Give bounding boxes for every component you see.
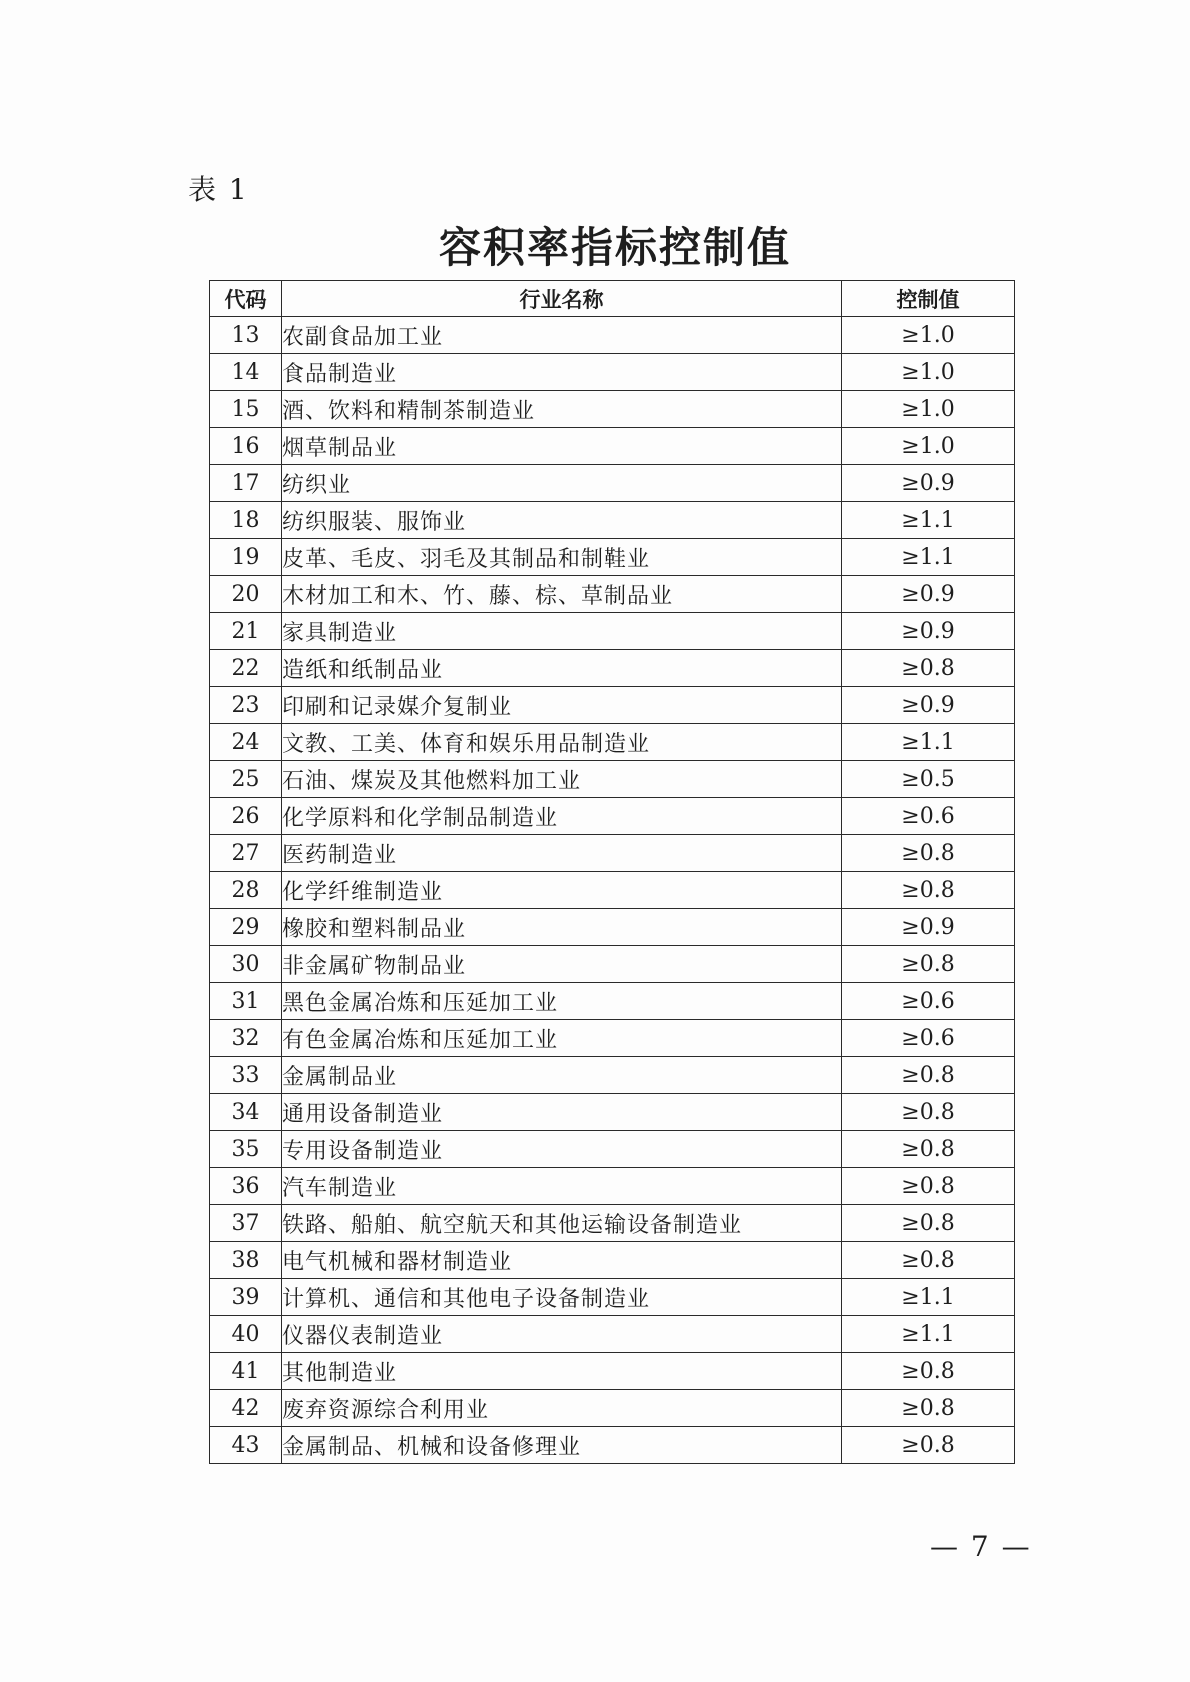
control-value-cell: ≥0.6: [842, 983, 1015, 1020]
industry-name-cell: 黑色金属冶炼和压延加工业: [282, 983, 842, 1020]
table-row: [210, 1057, 1015, 1094]
industry-code-cell: 27: [210, 835, 282, 872]
industry-code-cell: 22: [210, 650, 282, 687]
control-value-table: [209, 280, 1015, 1464]
table-row: [210, 428, 1015, 465]
table-header-row: [210, 281, 1015, 317]
table-row: [210, 946, 1015, 983]
industry-code-cell: 18: [210, 502, 282, 539]
table-row: [210, 1242, 1015, 1279]
control-value-cell: ≥0.8: [842, 1094, 1015, 1131]
industry-code-cell: 26: [210, 798, 282, 835]
table-row: [210, 1020, 1015, 1057]
control-value-cell: ≥1.0: [842, 428, 1015, 465]
table-row: [210, 835, 1015, 872]
control-value-cell: ≥0.5: [842, 761, 1015, 798]
control-value-cell: ≥1.0: [842, 391, 1015, 428]
industry-name-cell: 印刷和记录媒介复制业: [282, 687, 842, 724]
industry-code-cell: 40: [210, 1316, 282, 1353]
table-row: [210, 1316, 1015, 1353]
page-number: — 7 —: [930, 1530, 1032, 1563]
industry-code-cell: 25: [210, 761, 282, 798]
control-value-cell: ≥0.8: [842, 946, 1015, 983]
industry-code-cell: 43: [210, 1427, 282, 1464]
header-control-value: 控制值: [842, 281, 1015, 317]
table-row: [210, 724, 1015, 761]
industry-name-cell: 造纸和纸制品业: [282, 650, 842, 687]
industry-code-cell: 33: [210, 1057, 282, 1094]
industry-name-cell: 纺织服装、服饰业: [282, 502, 842, 539]
industry-name-cell: 非金属矿物制品业: [282, 946, 842, 983]
table-label: 表 1: [188, 173, 249, 206]
industry-name-cell: 医药制造业: [282, 835, 842, 872]
table-row: [210, 465, 1015, 502]
industry-name-cell: 石油、煤炭及其他燃料加工业: [282, 761, 842, 798]
control-value-cell: ≥0.9: [842, 465, 1015, 502]
industry-name-cell: 铁路、船舶、航空航天和其他运输设备制造业: [282, 1205, 842, 1242]
industry-code-cell: 16: [210, 428, 282, 465]
control-value-cell: ≥0.6: [842, 1020, 1015, 1057]
industry-code-cell: 34: [210, 1094, 282, 1131]
industry-name-cell: 仪器仪表制造业: [282, 1316, 842, 1353]
control-value-cell: ≥1.1: [842, 1279, 1015, 1316]
industry-code-cell: 39: [210, 1279, 282, 1316]
table-row: [210, 502, 1015, 539]
industry-code-cell: 20: [210, 576, 282, 613]
industry-name-cell: 电气机械和器材制造业: [282, 1242, 842, 1279]
industry-code-cell: 41: [210, 1353, 282, 1390]
table-row: [210, 798, 1015, 835]
table-row: [210, 613, 1015, 650]
control-value-cell: ≥0.8: [842, 1353, 1015, 1390]
industry-name-cell: 化学纤维制造业: [282, 872, 842, 909]
industry-name-cell: 化学原料和化学制品制造业: [282, 798, 842, 835]
control-value-cell: ≥0.8: [842, 1131, 1015, 1168]
table-row: [210, 1390, 1015, 1427]
control-value-cell: ≥0.9: [842, 613, 1015, 650]
control-value-cell: ≥0.6: [842, 798, 1015, 835]
control-value-cell: ≥1.1: [842, 539, 1015, 576]
industry-name-cell: 计算机、通信和其他电子设备制造业: [282, 1279, 842, 1316]
industry-name-cell: 木材加工和木、竹、藤、棕、草制品业: [282, 576, 842, 613]
control-value-cell: ≥1.1: [842, 724, 1015, 761]
control-value-cell: ≥1.0: [842, 317, 1015, 354]
industry-code-cell: 19: [210, 539, 282, 576]
industry-code-cell: 37: [210, 1205, 282, 1242]
industry-name-cell: 食品制造业: [282, 354, 842, 391]
table-body: [210, 317, 1015, 1464]
control-value-cell: ≥1.1: [842, 502, 1015, 539]
industry-code-cell: 42: [210, 1390, 282, 1427]
table-row: [210, 576, 1015, 613]
industry-code-cell: 32: [210, 1020, 282, 1057]
table-row: [210, 761, 1015, 798]
industry-name-cell: 其他制造业: [282, 1353, 842, 1390]
industry-name-cell: 皮革、毛皮、羽毛及其制品和制鞋业: [282, 539, 842, 576]
control-value-cell: ≥1.0: [842, 354, 1015, 391]
table-row: [210, 539, 1015, 576]
industry-code-cell: 17: [210, 465, 282, 502]
industry-code-cell: 14: [210, 354, 282, 391]
header-industry-name: 行业名称: [282, 281, 842, 317]
table-row: [210, 391, 1015, 428]
industry-name-cell: 农副食品加工业: [282, 317, 842, 354]
control-value-cell: ≥0.8: [842, 835, 1015, 872]
industry-name-cell: 专用设备制造业: [282, 1131, 842, 1168]
table-row: [210, 317, 1015, 354]
industry-code-cell: 38: [210, 1242, 282, 1279]
table-row: [210, 354, 1015, 391]
industry-name-cell: 金属制品、机械和设备修理业: [282, 1427, 842, 1464]
industry-name-cell: 废弃资源综合利用业: [282, 1390, 842, 1427]
table-row: [210, 1427, 1015, 1464]
header-code: 代码: [210, 281, 282, 317]
table-row: [210, 909, 1015, 946]
table-row: [210, 1131, 1015, 1168]
table-row: [210, 1205, 1015, 1242]
control-value-cell: ≥0.9: [842, 909, 1015, 946]
table-row: [210, 1279, 1015, 1316]
industry-name-cell: 纺织业: [282, 465, 842, 502]
industry-code-cell: 23: [210, 687, 282, 724]
industry-name-cell: 文教、工美、体育和娱乐用品制造业: [282, 724, 842, 761]
control-value-cell: ≥0.8: [842, 650, 1015, 687]
industry-code-cell: 35: [210, 1131, 282, 1168]
control-value-cell: ≥0.8: [842, 1242, 1015, 1279]
document-title: 容积率指标控制值: [438, 223, 791, 272]
table-row: [210, 650, 1015, 687]
industry-name-cell: 橡胶和塑料制品业: [282, 909, 842, 946]
control-value-cell: ≥0.8: [842, 872, 1015, 909]
industry-name-cell: 酒、饮料和精制茶制造业: [282, 391, 842, 428]
industry-code-cell: 31: [210, 983, 282, 1020]
control-value-cell: ≥0.8: [842, 1205, 1015, 1242]
industry-code-cell: 24: [210, 724, 282, 761]
control-value-cell: ≥0.8: [842, 1057, 1015, 1094]
industry-code-cell: 28: [210, 872, 282, 909]
control-value-cell: ≥0.8: [842, 1427, 1015, 1464]
industry-code-cell: 29: [210, 909, 282, 946]
industry-code-cell: 36: [210, 1168, 282, 1205]
industry-code-cell: 13: [210, 317, 282, 354]
table-row: [210, 1353, 1015, 1390]
table-row: [210, 872, 1015, 909]
industry-code-cell: 21: [210, 613, 282, 650]
table-row: [210, 1094, 1015, 1131]
control-value-cell: ≥1.1: [842, 1316, 1015, 1353]
table-row: [210, 687, 1015, 724]
industry-name-cell: 通用设备制造业: [282, 1094, 842, 1131]
industry-name-cell: 汽车制造业: [282, 1168, 842, 1205]
industry-name-cell: 金属制品业: [282, 1057, 842, 1094]
industry-name-cell: 烟草制品业: [282, 428, 842, 465]
industry-code-cell: 15: [210, 391, 282, 428]
industry-name-cell: 家具制造业: [282, 613, 842, 650]
table-row: [210, 1168, 1015, 1205]
control-value-cell: ≥0.9: [842, 576, 1015, 613]
control-value-cell: ≥0.9: [842, 687, 1015, 724]
industry-code-cell: 30: [210, 946, 282, 983]
control-value-cell: ≥0.8: [842, 1168, 1015, 1205]
table-row: [210, 983, 1015, 1020]
control-value-cell: ≥0.8: [842, 1390, 1015, 1427]
industry-name-cell: 有色金属冶炼和压延加工业: [282, 1020, 842, 1057]
